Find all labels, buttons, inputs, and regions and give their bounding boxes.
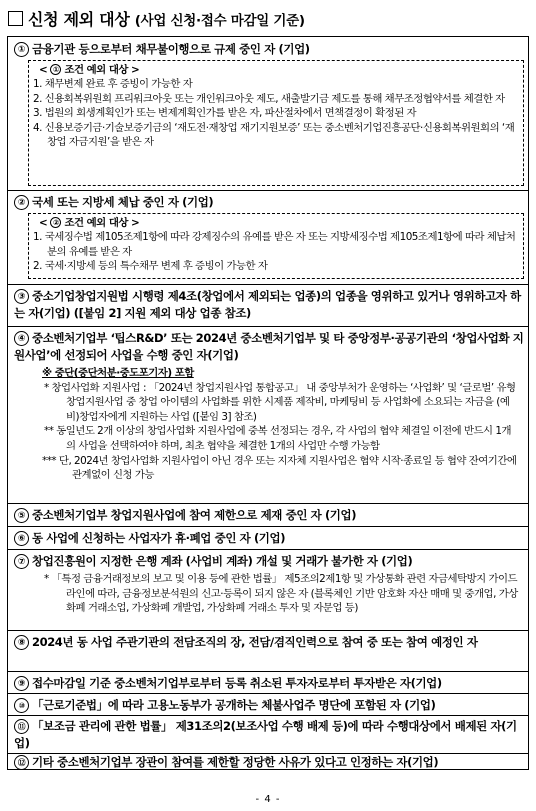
divider (8, 671, 528, 672)
item-text: 창업진흥원이 지정한 은행 계좌 (사업비 계좌) 개설 및 거래가 불가한 자 (기업) (32, 554, 413, 568)
exclusion-item-6 (14, 530, 526, 547)
divider (8, 693, 528, 694)
item-number: ① (14, 42, 29, 57)
item-text: 금융기관 등으로부터 채무불이행으로 규제 중인 자 (기업) (32, 42, 310, 56)
item-number: ⑨ (14, 676, 29, 691)
item-number: ⑪ (14, 719, 29, 734)
exception-box-2 (28, 213, 524, 279)
exception-line: 2. 국세·지방세 등의 특수채무 변제 후 증빙이 가능한 자 (33, 260, 268, 273)
item-number: ⑤ (14, 508, 29, 523)
footnote: * 「특정 금융거래정보의 보고 및 이용 등에 관한 법률」 제5조의2제1항 및 가상통화 관련 자금세탁방지 가이드라인에 따라, 금융정보분석원의 신고·등록이 되지 않은 자 (블록체인 기반 암호화 자산 매매 및 중개업, 가상화폐 거래소업, 가상화폐 개발업, 가상화폐 거래소 투자 및 자문업 등) (44, 573, 518, 615)
page-number: - 4 - (255, 794, 281, 805)
divider (8, 549, 528, 550)
exception-line: 3. 법원의 회생계획인가 또는 변제계획인가를 받은 자, 파산절차에서 면책결정이 확정된 자 (33, 107, 417, 120)
note-heading: ※ 중단(중단처분·중도포기자) 포함 (42, 367, 194, 379)
footnote: *** 단, 2024년 창업사업화 지원사업이 아닌 경우 또는 지자체 지원사업은 협약 시작·종료일 등 협약 잔여기간에 관계없이 신청 가능 (42, 454, 517, 482)
circled-number: ① (50, 64, 61, 75)
item-number: ⑥ (14, 531, 29, 546)
footnote: ** 동일년도 2개 이상의 창업사업화 지원사업에 중복 선정되는 경우, 각 사업의 협약 체결일 이전에 반드시 1개의 사업을 선택하여야 하며, 최초 협약을 체결한 1개의 사업만 수행 가능함 (44, 425, 512, 452)
exception-line: 1. 국세징수법 제105조제1항에 따라 강제징수의 유예를 받은 자 또는 지방세징수법 제105조제1항에 따라 체납처분의 유예를 받은 자 (33, 231, 516, 258)
exception-header: < ① 조건 예외 대상 > (39, 64, 140, 76)
exception-line: 2. 신용회복위원회 프리워크아웃 또는 개인워크아웃 제도, 새출발기금 제도를 통해 채무조정협약서를 체결한 자 (33, 92, 505, 105)
exclusion-item-3 (14, 288, 526, 322)
divider (8, 526, 528, 527)
item-number: ② (14, 195, 29, 210)
divider (8, 190, 528, 191)
item-4-notes (36, 366, 520, 483)
section-title-sub: (사업 신청·접수 마감일 기준) (134, 13, 305, 29)
item-text: 「보조금 관리에 관한 법률」 제31조의2(보조사업 수행 배제 등)에 따라 수행대상에서 배제된 자(기업) (14, 719, 517, 750)
checkbox-square-icon (8, 11, 23, 26)
item-number: ③ (14, 289, 29, 304)
section-title-main: 신청 제외 대상 (28, 10, 130, 29)
exclusion-item-1 (14, 41, 526, 58)
exception-line: 1. 채무변제 완료 후 증빙이 가능한 자 (33, 78, 193, 91)
circled-number: ② (50, 217, 61, 228)
item-number: ⑩ (14, 698, 29, 713)
divider (8, 503, 528, 504)
item-text: 동 사업에 신청하는 사업자가 휴·폐업 중인 자 (기업) (32, 531, 286, 545)
divider (8, 630, 528, 631)
item-text: 기타 중소벤처기업부 장관이 참여를 제한할 정당한 사유가 있다고 인정하는 자(기업) (32, 755, 439, 769)
exclusion-item-5 (14, 507, 526, 524)
divider (8, 326, 528, 327)
item-number: ⑫ (14, 755, 29, 770)
item-text: 2024년 동 사업 주관기관의 전담조직의 장, 전담/겸직인력으로 참여 중 또는 참여 예정인 자 (32, 635, 478, 649)
item-text: 중소벤처기업부 ‘팁스R&D’ 또는 2024년 중소벤처기업부 및 타 중앙정부·공공기관의 ‘창업사업화 지원사업’에 선정되어 사업을 수행 중인 자(기업) (14, 331, 524, 362)
item-text: 중소기업창업지원법 시행령 제4조(창업에서 제외되는 업종)의 업종을 영위하고 있거나 영위하고자 하는 자(기업) ([붙임 2] 지원 제외 대상 업종 참조) (14, 289, 521, 320)
exception-box-1 (28, 60, 524, 186)
item-number: ⑦ (14, 554, 29, 569)
item-text: 중소벤처기업부 창업지원사업에 참여 제한으로 제재 중인 자 (기업) (32, 508, 357, 522)
exclusion-item-12 (14, 754, 526, 771)
exclusion-item-4 (14, 330, 526, 364)
footnote: * 창업사업화 지원사업 : 「2024년 창업지원사업 통합공고」 내 중앙부처가 운영하는 ‘사업화’ 및 ‘글로벌’ 유형 창업지원사업 중 창업 아이템의 사업화를 위한 시제품 제작비, 마케팅비 등 사업화에 소요되는 자금을 (예비)창업자에게 지원하는 사업 ([붙임 3] 참조) (44, 381, 516, 423)
exception-header: < ② 조건 예외 대상 > (39, 217, 140, 229)
exception-line: 4. 신용보증기금·기술보증기금의 ‘재도전·재창업 재기지원보증’ 또는 중소벤처기업진흥공단·신용회복위원회의 ‘재창업 자금지원’을 받은 자 (33, 121, 515, 149)
exclusion-item-9 (14, 675, 526, 692)
exclusion-item-2 (14, 194, 526, 211)
exclusion-item-10 (14, 697, 526, 714)
item-text: 국세 또는 지방세 체납 중인 자 (기업) (32, 195, 214, 209)
item-text: 접수마감일 기준 중소벤처기업부로부터 등록 취소된 투자자로부터 투자받은 자(기업) (32, 676, 442, 690)
section-title (8, 7, 305, 30)
divider (8, 284, 528, 285)
item-number: ④ (14, 331, 29, 346)
item-7-notes (36, 572, 520, 616)
exclusion-item-11 (14, 718, 526, 752)
item-number: ⑧ (14, 635, 29, 650)
exclusion-item-7 (14, 553, 526, 570)
exclusion-item-8 (14, 634, 526, 651)
divider (8, 715, 528, 716)
item-text: 「근로기준법」에 따라 고용노동부가 공개하는 체불사업주 명단에 포함된 자 (기업) (32, 698, 436, 712)
